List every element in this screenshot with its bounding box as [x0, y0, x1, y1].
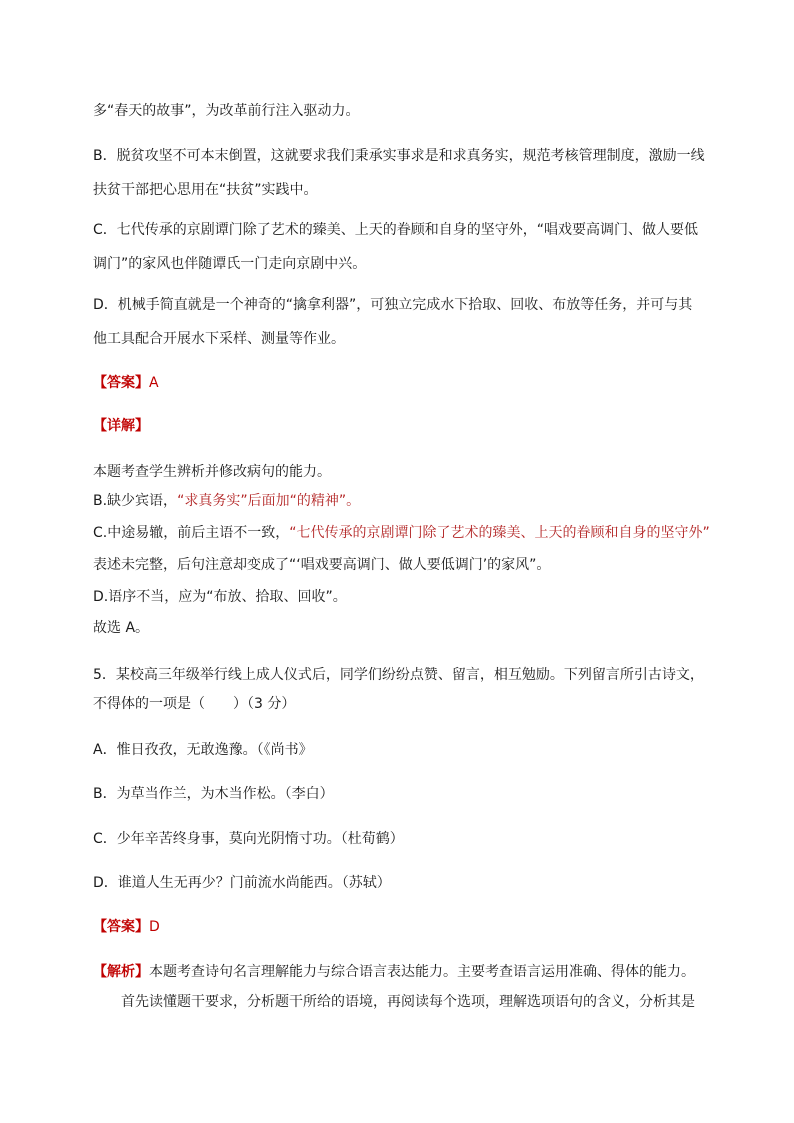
- q4-detail-conclusion: 故选 A。: [93, 620, 150, 636]
- answer-tag: 【答案】: [93, 919, 149, 935]
- analysis-tag: 【解析】: [93, 964, 149, 980]
- q5-option-d: D．谁道人生无再少？门前流水尚能西。（苏轼）: [93, 875, 391, 891]
- analysis-text: 本题考查诗句名言理解能力与综合语言表达能力。主要考查语言运用准确、得体的能力。: [149, 964, 695, 980]
- answer-value: A: [149, 375, 159, 391]
- q5-option-a: A．惟日孜孜，无敢逸豫。（《尚书》: [93, 742, 313, 758]
- q5-stem-line2: 不得体的一项是（ ）（3 分）: [93, 696, 296, 712]
- q4-answer: [93, 372, 159, 392]
- q4-continuation-line: 多“春天的故事”，为改革前行注入驱动力。: [93, 103, 360, 119]
- q5-answer: [93, 916, 160, 936]
- q4-option-d: D．机械手简直就是一个神奇的“擒拿利器”，可独立完成水下拾取、回收、布放等任务，并可与其他工具配合开展水下采样、测量等作业。: [93, 297, 693, 347]
- detail-b-prefix: B.缺少宾语，: [93, 493, 178, 509]
- q4-detail-intro: 本题考查学生辨析并修改病句的能力。: [93, 464, 331, 480]
- q5-option-b: B．为草当作兰，为木当作松。（李白）: [93, 786, 334, 802]
- q4-detail-c-line2: 表述未完整，后句注意却变成了“‘唱戏要高调门、做人要低调门’的家风”。: [93, 557, 551, 573]
- q4-detail-b: [93, 490, 360, 510]
- detail-c-prefix: C.中途易辙，前后主语不一致，: [93, 525, 290, 541]
- answer-value: D: [149, 919, 160, 935]
- q5-analysis-line1: [93, 961, 695, 981]
- q5-analysis-line2: 首先读懂题干要求，分析题干所给的语境，再阅读每个选项，理解选项语句的含义，分析其是: [121, 994, 695, 1010]
- q4-option-c: C．七代传承的京剧谭门除了艺术的臻美、上天的眷顾和自身的坚守外，“唱戏要高调门、做人要低调门”的家风也伴随谭氏一门走向京剧中兴。: [93, 222, 699, 272]
- answer-tag: 【答案】: [93, 375, 149, 391]
- q4-option-b: B．脱贫攻坚不可本末倒置，这就要求我们秉承实事求是和求真务实，规范考核管理制度，激励一线扶贫干部把心思用在“扶贫”实践中。: [93, 148, 705, 198]
- q5-option-c: C．少年辛苦终身事，莫向光阴惰寸功。（杜荀鹤）: [93, 831, 404, 847]
- q4-detail-tag: 【详解】: [93, 418, 149, 434]
- detail-b-highlight: “求真务实”后面加“的精神”。: [177, 493, 361, 509]
- q4-detail-c: [93, 522, 710, 542]
- q4-detail-d: D.语序不当，应为“布放、拾取、回收”。: [93, 589, 347, 605]
- detail-c-highlight: “七代传承的京剧谭门除了艺术的臻美、上天的眷顾和自身的坚守外”: [289, 525, 710, 541]
- q5-stem-line1: 5．某校高三年级举行线上成人仪式后，同学们纷纷点赞、留言，相互勉励。下列留言所引古诗文，: [93, 667, 704, 683]
